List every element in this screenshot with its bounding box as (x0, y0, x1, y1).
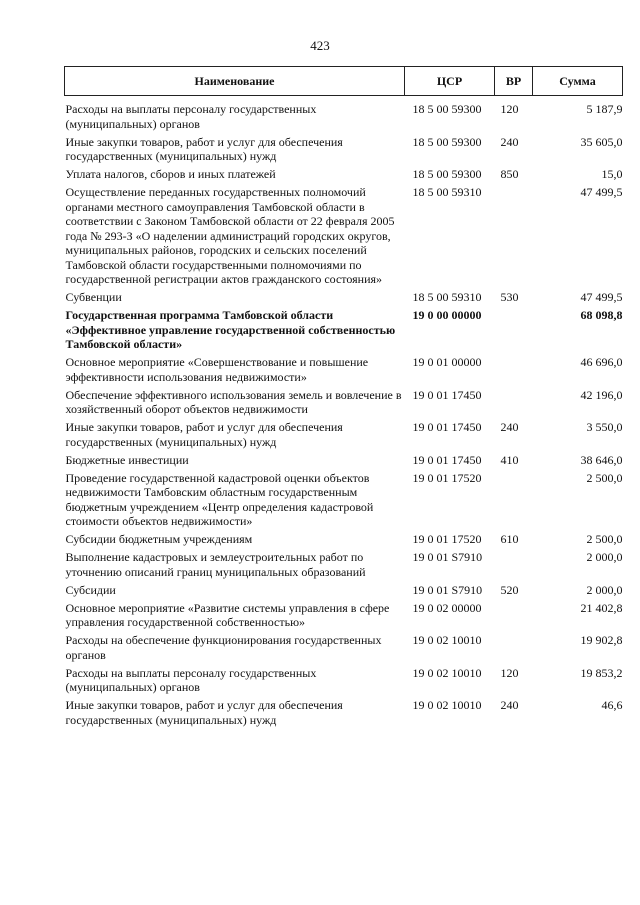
cell-vr (495, 388, 533, 421)
cell-csr: 19 0 01 17520 (412, 532, 482, 546)
table-row (65, 471, 623, 533)
table-row (65, 453, 623, 471)
cell-sum: 19 853,2 (580, 665, 623, 680)
cell-vr (495, 633, 533, 666)
cell-sum: 46 696,0 (580, 355, 623, 369)
cell-csr: 19 0 01 00000 (412, 355, 482, 369)
cell-csr: 19 0 01 S7910 (412, 582, 483, 597)
cell-name: Иные закупки товаров, работ и услуг для обеспечения государственных (муниципальных) нужд (65, 420, 343, 449)
cell-csr: 19 0 02 10010 (412, 633, 482, 647)
cell-sum: 47 499,5 (580, 185, 623, 199)
cell-sum: 47 499,5 (580, 290, 623, 304)
cell-name: Иные закупки товаров, работ и услуг для обеспечения государственных (муниципальных) нужд (65, 134, 343, 163)
table-row (65, 185, 623, 290)
cell-name: Расходы на обеспечение функционирования государственных органов (65, 633, 382, 662)
cell-csr: 19 0 02 10010 (412, 698, 482, 712)
cell-name: Обеспечение эффективного использования земель и вовлечение в хозяйственный оборот объектов недвижимости (65, 387, 402, 416)
cell-name: Субвенции (65, 290, 122, 304)
cell-sum: 46,6 (601, 698, 623, 712)
table-row (65, 583, 623, 601)
cell-vr: 240 (500, 698, 519, 712)
header-name: Наименование (65, 67, 405, 96)
cell-sum: 15,0 (601, 167, 623, 181)
cell-name: Субсидии бюджетным учреждениям (65, 532, 253, 546)
cell-vr: 610 (500, 532, 519, 546)
cell-name: Основное мероприятие «Совершенствование и повышение эффективности использования недвижимости» (65, 355, 369, 384)
table-row (65, 308, 623, 355)
cell-name: Субсидии (65, 582, 116, 597)
table-row (65, 420, 623, 453)
cell-vr (495, 308, 533, 355)
cell-sum: 2 500,0 (586, 532, 623, 546)
cell-vr: 410 (500, 452, 519, 467)
cell-vr: 850 (500, 167, 519, 181)
table-row (65, 532, 623, 550)
table-row (65, 290, 623, 308)
cell-vr (495, 550, 533, 583)
cell-vr: 520 (500, 582, 519, 597)
cell-sum: 38 646,0 (580, 452, 623, 467)
table-row (65, 698, 623, 731)
table-row (65, 666, 623, 699)
cell-name: Выполнение кадастровых и землеустроительных работ по уточнению описаний границ муниципальных образований (65, 550, 366, 579)
table-row (65, 550, 623, 583)
cell-vr: 240 (500, 134, 519, 149)
cell-vr (495, 355, 533, 388)
cell-csr: 19 0 01 17450 (412, 387, 482, 402)
cell-name: Осуществление переданных государственных полномочий органами местного самоуправления Тамбовской области в соответствии с Законом Тамбовской области от 22 февраля 2005 года № 293-З «О наделении администраций городских округов, муниципальных районов, городских и сельских поселений Тамбовской области государственными полномочиями по государственной регистрации актов гражданского состояния» (65, 185, 395, 286)
table-row (65, 355, 623, 388)
cell-sum: 68 098,8 (580, 308, 623, 322)
cell-csr: 18 5 00 59310 (412, 290, 482, 304)
cell-csr: 18 5 00 59300 (412, 102, 482, 116)
cell-sum: 2 000,0 (586, 582, 623, 597)
table-header (65, 67, 623, 96)
table-body (65, 96, 623, 731)
cell-name: Расходы на выплаты персоналу государственных (муниципальных) органов (65, 665, 317, 694)
cell-name: Расходы на выплаты персоналу государственных (муниципальных) органов (65, 102, 317, 131)
table-row (65, 633, 623, 666)
cell-csr: 19 0 00 00000 (412, 308, 482, 322)
cell-name: Уплата налогов, сборов и иных платежей (65, 167, 276, 181)
cell-name: Проведение государственной кадастровой оценки объектов недвижимости Тамбовским областным государственным бюджетным учреждением «Центр определения кадастровой стоимости объектов недвижимости» (65, 470, 374, 528)
cell-csr: 19 0 01 S7910 (412, 550, 483, 564)
header-vr: ВР (495, 67, 533, 96)
cell-name: Бюджетные инвестиции (65, 452, 189, 467)
cell-csr: 19 0 01 17450 (412, 452, 482, 467)
cell-name: Основное мероприятие «Развитие системы управления в сфере управления государственной собственностью» (65, 600, 390, 629)
cell-name: Государственная программа Тамбовской области «Эффективное управление государственной собственностью Тамбовской области» (65, 308, 396, 351)
cell-sum: 21 402,8 (580, 600, 623, 615)
cell-sum: 2 500,0 (586, 470, 623, 485)
cell-csr: 19 0 02 00000 (412, 600, 482, 615)
cell-sum: 3 550,0 (586, 420, 623, 434)
page-number: 423 (310, 38, 330, 53)
header-sum: Сумма (533, 67, 623, 96)
cell-csr: 18 5 00 59300 (412, 134, 482, 149)
cell-sum: 19 902,8 (580, 633, 623, 647)
budget-table (64, 66, 623, 731)
header-csr: ЦСР (405, 67, 495, 96)
cell-vr (495, 471, 533, 533)
table-row (65, 96, 623, 135)
cell-vr: 530 (500, 290, 519, 304)
cell-vr (495, 185, 533, 290)
table-row (65, 601, 623, 634)
table-row (65, 135, 623, 168)
table-row (65, 388, 623, 421)
cell-vr (495, 601, 533, 634)
cell-csr: 19 0 01 17450 (412, 420, 482, 434)
cell-csr: 19 0 01 17520 (412, 470, 482, 485)
cell-csr: 19 0 02 10010 (412, 665, 482, 680)
cell-sum: 42 196,0 (580, 387, 623, 402)
cell-csr: 18 5 00 59310 (412, 185, 482, 199)
cell-vr: 120 (500, 102, 519, 116)
cell-vr: 240 (500, 420, 519, 434)
cell-sum: 5 187,9 (586, 102, 623, 116)
cell-csr: 18 5 00 59300 (412, 167, 482, 181)
cell-vr: 120 (500, 665, 519, 680)
cell-name: Иные закупки товаров, работ и услуг для обеспечения государственных (муниципальных) нужд (65, 698, 343, 727)
table-row (65, 167, 623, 185)
cell-sum: 2 000,0 (586, 550, 623, 564)
cell-sum: 35 605,0 (580, 134, 623, 149)
